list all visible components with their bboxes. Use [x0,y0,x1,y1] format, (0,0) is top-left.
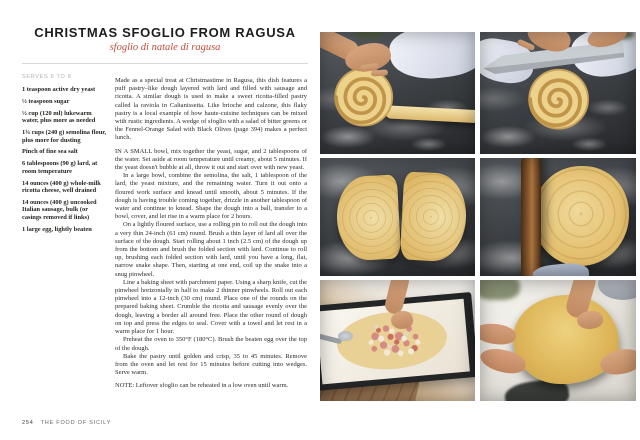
step-paragraph: Line a baking sheet with parchment paper. Using a sharp knife, cut the pinwheel horizontally in half to make 2 thinner pinwheels. Roll out each pinwheel into a 12-inch (30 cm) round. Place one of the rounds on the prepared baking sheet. Crumble the ricotta and sausage evenly over the dough, leaving a border all around free. Place the other round of dough on top and press the edges to seal. Cover with a towel and let rest in a warm place for 1 hour. [115,278,307,336]
green-cloth [480,280,520,300]
photo-adding-filling [320,280,475,401]
dough-snake-tail [385,105,475,123]
recipe-title: CHRISTMAS SFOGLIO FROM RAGUSA [34,25,296,40]
rolled-dough-round [533,166,629,266]
hand-elder-left [480,321,517,345]
serves-label: SERVES 6 TO 8 [22,74,72,80]
spiral-layers [400,172,469,263]
ingredient-item: Pinch of fine sea salt [22,148,78,156]
recipe-subtitle-italian: sfoglio di natale di ragusa [109,42,221,53]
ingredients-list [22,86,108,238]
spoon-icon [338,331,353,341]
recipe-body [115,77,307,391]
rolling-pin [521,158,541,276]
dough-pinwheel-spiral [334,65,398,127]
step-paragraph: Preheat the oven to 350°F (180°C). Brush the beaten egg over the top of the dough. [115,336,307,352]
step-paragraph: In a large bowl, combine the semolina, the salt, 1 tablespoon of the lard, the yeast mixture, and the remaining water. Turn it out onto a floured work surface and knead until smooth, about 5 minutes. If the dough is having trouble coming together, drizzle in another tablespoon of water and continue to knead. Shape the dough into a ball, transfer to a bowl, cover, and let rise in a warm place for 2 hours. [115,172,307,221]
dough-half-left [335,174,401,261]
photo-rolling-round [480,158,636,276]
photo-cutting-pinwheel [480,32,636,154]
greenery-decor [354,32,384,39]
dough-half-right [400,172,469,263]
photo-sealing-dough [480,280,636,401]
page-footer [22,420,111,426]
photo-halved-pinwheels [320,158,475,276]
book-title: THE FOOD OF SICILY [40,420,112,426]
page-number: 254 [22,420,34,426]
finger [371,69,388,76]
ingredient-item: 1 large egg, lightly beaten [22,225,92,233]
kitchen-towel [387,32,475,84]
ingredient-item: 14 ounces (400 g) whole-milk ricotta cheese, well drained [22,179,101,195]
ingredient-item: ½ cup (120 ml) lukewarm water, plus more as needed [22,109,96,125]
ingredient-item: ½ teaspoon sugar [22,97,70,105]
title-divider [22,63,308,64]
photo-coiling-dough [320,32,475,154]
ingredient-item: 1¾ cups (240 g) semolina flour, plus more for dusting [22,129,107,144]
note-paragraph: NOTE: Leftover sfoglio can be reheated in a low oven until warm. [115,382,289,390]
spiral-rings [533,166,629,266]
intro-paragraph: Made as a special treat at Christmastime in Ragusa, this dish features a puff pastry–like dough layered with lard and filled with sausage and ricotta. A similar dough is used to make a sweet ricotta-filled pastry called la raviola in Caltanissetta. Like brioche and calzone, this flaky pastry is a local example of how haute-cuisine techniques can be mixed with rustic ingredients. A wedge of sfoglio with a salad of bitter greens or the Fennel-Orange Salad with Black Olives (page 394) makes a perfect lunch. [115,77,307,142]
step-paragraph: IN A SMALL bowl, mix together the yeast, sugar, and 2 tablespoons of the water. Set aside at room temperature until creamy, about 5 minutes. If the yeast doesn't bubble at all, throw it out and start over with new yeast. [115,147,307,172]
metal-bowl [598,280,636,300]
spiral-layers [335,174,401,261]
ingredient-item: 1 teaspoon active dry yeast [22,86,96,93]
ingredient-item: 14 ounces (400 g) uncooked Italian sausage, bulk (or casings removed if links) [22,198,97,221]
step-paragraph: Bake the pastry until golden and crisp, 35 to 45 minutes. Remove from the oven and let rest for 15 minutes before cutting into wedges. Serve warm. [115,352,307,377]
ingredient-item: 6 tablespoons (90 g) lard, at room temperature [22,160,98,175]
step-paragraph: On a lightly floured surface, use a rolling pin to roll out the dough into a very thin 24-inch (61 cm) round. Brush a thin layer of lard all over the surface of the dough. Start rolling about 1 inch (2.5 cm) of the dough up from the bottom and brush the folded section with lard. Continue to roll up, brushing each folded section with lard, until you have a long, flat, narrow snake shape. Then, starting at one end, coil up the snake into a snug pinwheel. [115,221,307,278]
